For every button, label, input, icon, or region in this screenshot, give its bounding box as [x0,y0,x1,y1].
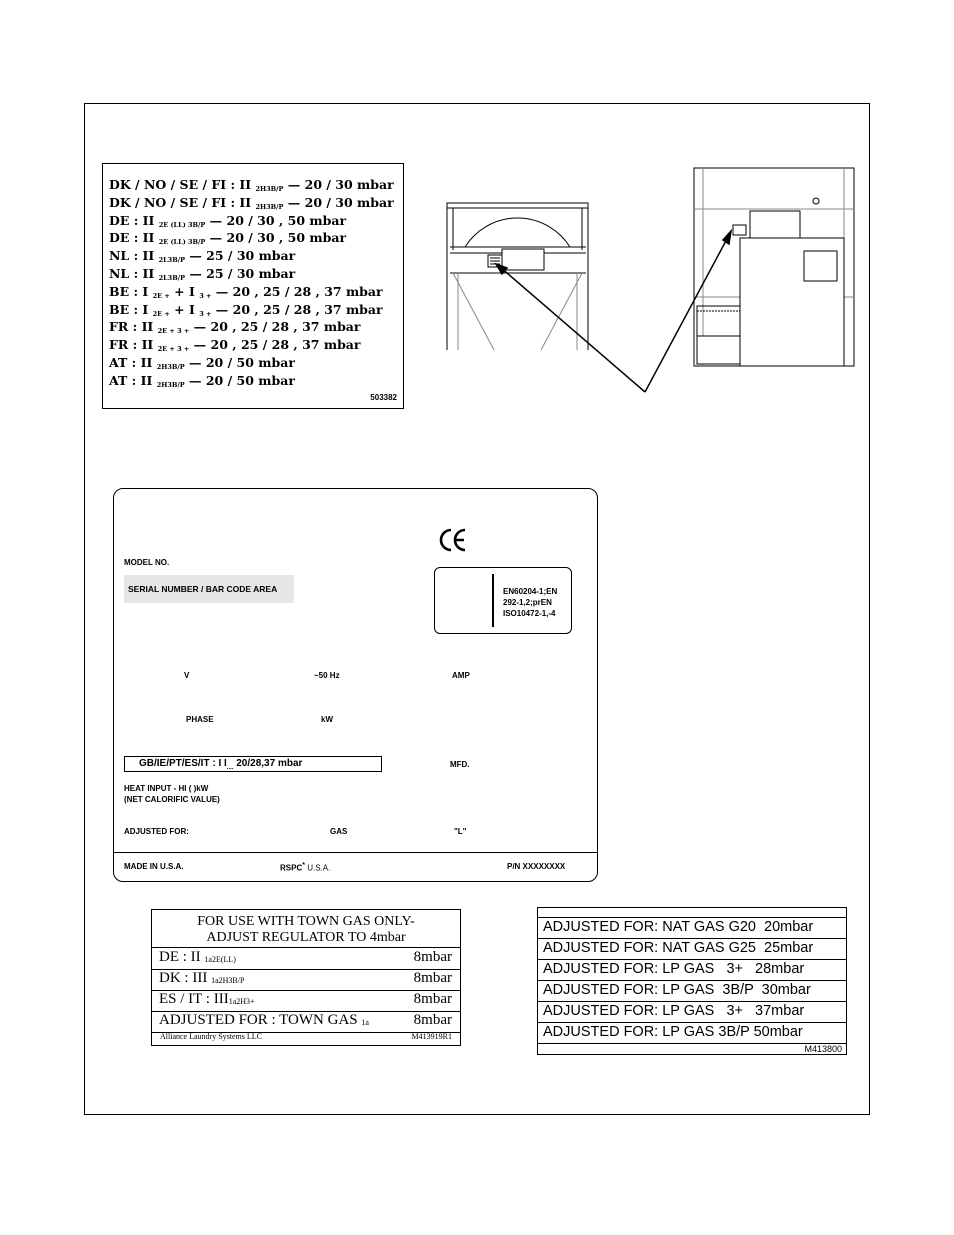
kw-label: kW [321,715,333,724]
standard-line-1: EN60204-1;EN [503,587,558,596]
gas-category-label [102,163,404,409]
machine-front-drawing [694,168,854,366]
town-gas-header-line-2: ADJUST REGULATOR TO 4mbar [206,930,406,945]
gb-category-sub: .... [226,765,234,771]
gas-label-row: NL : II $_{2L3B/P}$ — 25 / 30 mbar [109,248,296,265]
gb-category-pressure: 20/28,37 mbar [233,758,303,769]
town-gas-row: DK : III $_{1a2H3B/P}$ 8mbar [152,969,460,991]
serial-label: SERIAL NUMBER / BAR CODE AREA [128,584,278,594]
adjusted-row: ADJUSTED FOR: NAT GAS G25 25mbar [538,938,846,959]
standard-line-3: ISO10472-1,-4 [503,609,556,618]
gas-label-row: NL : II $_{2L3B/P}$ — 25 / 30 mbar [109,266,296,282]
adjusted-for-label: ADJUSTED FOR: [124,827,189,836]
plate-divider [114,852,597,853]
adjusted-for-label-sheet [537,907,847,1055]
adjusted-row: ADJUSTED FOR: LP GAS 3+ 37mbar [538,1001,846,1022]
town-gas-header-line-1: FOR USE WITH TOWN GAS ONLY- [197,914,415,929]
mfd-label: MFD. [450,760,470,769]
burner-detail-drawing [447,203,588,350]
gas-category-box [124,756,382,772]
gas-label: GAS [330,827,348,836]
adjusted-row: ADJUSTED FOR: LP GAS 3B/P 50mbar [538,1022,846,1043]
gas-label-row: DK / NO / SE / FI : II $_{2H3B/P}$ — 20 / 30 mbar [109,177,394,193]
adjusted-divider [538,1043,846,1044]
gas-label-row: DK / NO / SE / FI : II $_{2H3B/P}$ — 20 / 30 mbar [109,194,394,211]
rating-plate [113,488,598,882]
gas-label-row: BE : I $_{2E +}$ + I $_{3 +}$ — 20 , 25 / 28 , 37 mbar [109,301,383,318]
adjusted-code: M413800 [804,1044,842,1054]
town-gas-row: ES / IT : $III_{1a2H3+}$ 8mbar [152,990,460,1012]
phase-label: PHASE [186,715,214,724]
heat-input-label: HEAT INPUT - HI ( )kW [124,784,209,793]
town-gas-header [152,910,460,948]
standard-line-2: 292-1,2;prEN [503,598,552,607]
amp-label: AMP [452,671,470,680]
net-calorific-label: (NET CALORIFIC VALUE) [124,795,220,804]
rspc-label: RSPC* U.S.A. [280,862,331,873]
gas-label-row: BE : I $_{2E +}$ + I $_{3 +}$ — 20 , 25 / 28 , 37 mbar [109,283,383,300]
town-gas-footer [152,1031,460,1045]
model-no-label: MODEL NO. [124,558,170,567]
made-in-label: MADE IN U.S.A. [124,862,184,871]
gb-category-prefix: GB/IE/PT/ES/IT : I I [139,758,227,769]
adjusted-row: ADJUSTED FOR: LP GAS 3B/P 30mbar [538,980,846,1001]
adjusted-row: ADJUSTED FOR: LP GAS 3+ 28mbar [538,959,846,980]
ce-mark-icon [439,527,467,553]
machine-illustration [440,165,860,397]
town-gas-row: ADJUSTED FOR : TOWN GAS $_{1a}$ 8mbar [152,1011,460,1033]
gas-label-row: AT : II $_{2H3B/P}$ — 20 / 50 mbar [109,355,295,371]
part-number-label: P/N XXXXXXXX [507,862,566,871]
gas-label-row: DE : II $_{2E (LL) 3B/P}$ — 20 / 30 , 50 mbar [109,212,347,229]
manufacturer-label: Alliance Laundry Systems LLC [160,1032,262,1041]
serial-barcode-area [124,575,294,603]
town-gas-label [151,909,461,1046]
gas-label-row: DE : II $_{2E (LL) 3B/P}$ — 20 / 30 , 50 mbar [109,230,347,247]
town-gas-code: M413919R1 [411,1032,452,1041]
voltage-label: V [184,671,190,680]
frequency-label: ~50 Hz [314,671,340,680]
l-mark: "L" [454,827,467,836]
town-gas-row: DE : II $_{1a2E(LL)}$ 8mbar [152,948,460,970]
label-code: 503382 [370,393,397,402]
standards-box [434,567,572,634]
gas-label-row: AT : II $_{2H3B/P}$ — 20 / 50 mbar [109,372,295,389]
gas-label-row: FR : II $_{2E + 3 +}$ — 20 , 25 / 28 , 37 mbar [109,337,361,354]
gas-label-row: FR : II $_{2E + 3 +}$ — 20 , 25 / 28 , 37 mbar [109,319,361,336]
adjusted-row: ADJUSTED FOR: NAT GAS G20 20mbar [538,917,846,938]
